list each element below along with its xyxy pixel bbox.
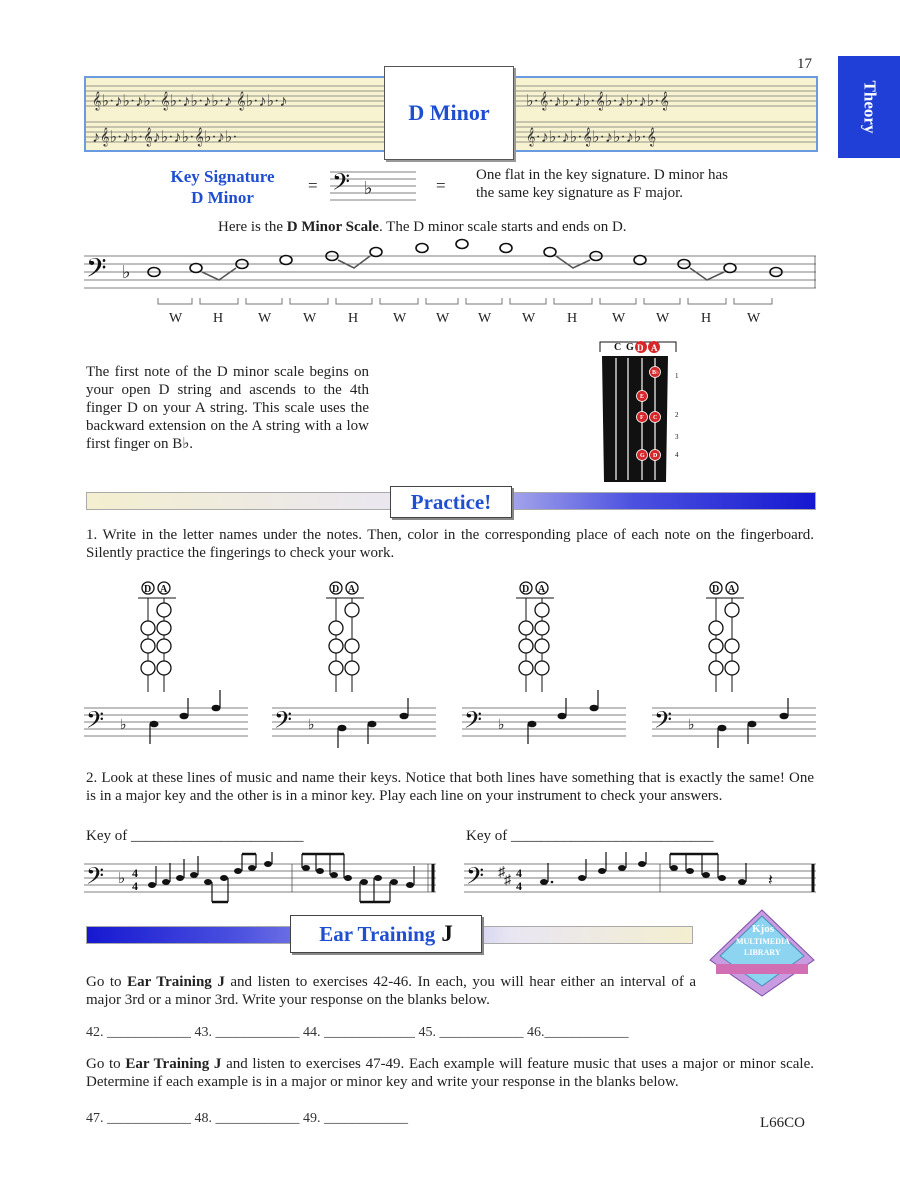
flat-icon: ♭ (688, 718, 695, 733)
fingerboard-position (535, 603, 549, 617)
step-bracket (554, 298, 592, 304)
exercise-1 (84, 570, 254, 748)
exercise-string-label: D (144, 584, 152, 595)
fingerboard-position (709, 639, 723, 653)
practice-title: Practice! (390, 486, 512, 518)
scale-note (190, 264, 202, 273)
scale-intro-bold: D Minor Scale (286, 219, 379, 235)
step-bracket (734, 298, 772, 304)
sharp-icon: ♯ (498, 865, 505, 880)
exercise-note (400, 713, 409, 720)
bass-clef-icon: 𝄢 (332, 170, 351, 201)
step-label: H (348, 311, 359, 326)
answer-blanks-47-49[interactable]: 47. ____________ 48. ____________ 49. ____________ (86, 1111, 408, 1126)
step-label: W (656, 311, 670, 326)
flat-icon: ♭ (498, 718, 505, 733)
scale-note (280, 256, 292, 265)
key-of-label-2: Key of (466, 828, 508, 844)
ear-p2-suffix: and listen to exercises 47-49. Each example will feature music that uses a major or minor scale. Determine if each example is in a major or minor key and write your response in the blanks below. (86, 1056, 814, 1090)
page-number: 17 (797, 56, 812, 72)
fingerboard-position (519, 639, 533, 653)
step-bracket (336, 298, 372, 304)
step-bracket (290, 298, 328, 304)
fingerboard-position (535, 621, 549, 635)
fingerboard-position (345, 603, 359, 617)
step-bracket (600, 298, 636, 304)
scale-intro-prefix: Here is the (218, 219, 287, 235)
fingering-paragraph: The first note of the D minor scale begins on your open D string and ascends to the 4th finger D on your A string. This scale uses the backward extension on the A string with a low first finger on B♭. (86, 364, 369, 452)
fingerboard-position (709, 661, 723, 675)
step-label: H (213, 311, 224, 326)
side-tab-label: Theory (859, 80, 879, 134)
step-bracket (688, 298, 726, 304)
flat-icon: ♭ (118, 871, 126, 887)
fingerboard-position (141, 639, 155, 653)
step-bracket (426, 298, 458, 304)
scale-notes (148, 240, 782, 281)
sharp-icon-2: ♯ (504, 873, 511, 888)
fingerboard-position (519, 661, 533, 675)
time-sig-top: 4 (132, 866, 138, 880)
fingerboard-position (141, 621, 155, 635)
fingerboard-position (141, 661, 155, 675)
step-bracket (644, 298, 680, 304)
key-of-blank-2[interactable]: Key of ___________________________ (466, 828, 714, 844)
key-of-label-1: Key of (86, 828, 128, 844)
fb-note-4: C (653, 415, 658, 421)
ear-training-letter: J (441, 921, 453, 946)
music-line-1 (84, 852, 438, 908)
step-bracket (158, 298, 192, 304)
practice-question-2: 2. Look at these lines of music and name their keys. Notice that both lines have something that is exactly the same! One is in a major key and the other is in a minor key. Play each line on your instrument to check your answers. (86, 770, 814, 804)
step-label: W (303, 311, 317, 326)
step-label: W (169, 311, 183, 326)
ear-p1-bold: Ear Training J (127, 974, 225, 990)
finger-number-3: 3 (675, 433, 679, 441)
key-signature-description: One flat in the key signature. D minor has the same key signature as F major. (476, 167, 729, 201)
exercise-2 (272, 570, 442, 748)
exercise-3 (462, 570, 632, 748)
scale-note (724, 264, 736, 273)
step-label: W (436, 311, 450, 326)
string-label-d: D (637, 343, 644, 353)
exercise-string-label: D (712, 584, 720, 595)
exercise-note (368, 721, 377, 728)
ear-training-title (290, 915, 482, 953)
exercise-string-label: A (160, 584, 168, 595)
answer-blanks-42-46[interactable]: 42. ____________ 43. ____________ 44. _____________ 45. ____________ 46.____________ (86, 1025, 629, 1040)
fb-note-3: F (640, 415, 644, 421)
string-label-a: A (651, 343, 658, 353)
key-of-blank-1[interactable]: Key of _______________________ (86, 828, 304, 844)
step-label: W (258, 311, 272, 326)
flat-icon: ♭ (120, 718, 127, 733)
svg-text:♪𝄞♭·♪♭·𝄞♪♭·♪♭·𝄞♭·♪♭·: ♪𝄞♭·♪♭·𝄞♪♭·♪♭·𝄞♭·♪♭· (92, 129, 238, 146)
logo-text-kjos: Kjos (752, 923, 774, 935)
exercise-note (180, 713, 189, 720)
fingerboard-position (535, 639, 549, 653)
equals-sign-2: = (436, 176, 446, 195)
finger-number-2: 2 (675, 411, 679, 419)
bass-clef-icon: 𝄢 (466, 864, 485, 895)
scale-note (456, 240, 468, 249)
fingerboard-position (329, 661, 343, 675)
exercise-note (590, 705, 599, 712)
fingerboard-position (725, 639, 739, 653)
exercise-note (718, 725, 727, 732)
line-2-notes (540, 861, 746, 885)
scale-note (634, 256, 646, 265)
scale-intro-suffix: . The D minor scale starts and ends on D. (378, 219, 627, 235)
svg-text:𝄞·♪♭·♪♭·𝄞♭·♪♭·♪♭·𝄞: 𝄞·♪♭·♪♭·𝄞♭·♪♭·♪♭·𝄞 (526, 129, 657, 146)
fingerboard-position (157, 639, 171, 653)
fingerboard-position (725, 661, 739, 675)
practice-question-1: 1. Write in the letter names under the notes. Then, color in the corresponding place of each note on the fingerboard. Silently practice the fingerings to check your work. (86, 527, 814, 561)
key-signature-label-line2: D Minor (191, 188, 254, 207)
exercise-4 (652, 570, 822, 748)
exercise-note (150, 721, 159, 728)
ear-training-paragraph-1 (86, 973, 696, 1009)
step-bracket (246, 298, 282, 304)
ear-training-label: Ear Training (319, 921, 436, 946)
d-minor-scale-staff (84, 236, 816, 328)
exercise-string-label: D (522, 584, 530, 595)
fingerboard-diagram (596, 334, 690, 484)
step-label: H (701, 311, 712, 326)
scale-note (500, 244, 512, 253)
exercise-note (558, 713, 567, 720)
side-tab-theory[interactable] (838, 56, 900, 158)
key-signature-label (150, 166, 295, 208)
fingerboard-position (329, 621, 343, 635)
exercise-note (212, 705, 221, 712)
flat-icon: ♭ (364, 178, 373, 198)
logo-text-multimedia: MULTIMEDIA (736, 937, 790, 946)
fingerboard-position (519, 621, 533, 635)
exercise-string-label: D (332, 584, 340, 595)
step-label: W (612, 311, 626, 326)
exercise-note (528, 721, 537, 728)
fb-note-6: D (653, 453, 658, 459)
fb-note-2: E (640, 394, 645, 400)
key-signature-staff (330, 164, 416, 204)
exercise-note (780, 713, 789, 720)
step-bracket (200, 298, 238, 304)
ear-p2-prefix: Go to (86, 1056, 126, 1072)
exercise-string-label: A (348, 584, 356, 595)
ear-p1-suffix: and listen to exercises 42-46. In each, you will hear either an interval of a major 3rd or a minor 3rd. Write your response on the blanks below. (86, 974, 697, 1008)
svg-text:♭·𝄞·♪♭·♪♭·𝄞♭·♪♭·♪♭·𝄞: ♭·𝄞·♪♭·♪♭·𝄞♭·♪♭·♪♭·𝄞 (526, 93, 669, 110)
book-code: L66CO (760, 1115, 805, 1131)
flat-icon: ♭ (122, 262, 131, 282)
time-sig-bottom: 4 (132, 879, 138, 893)
svg-text:𝄞♭·♪♭·♪♭· 𝄞♭·♪♭·♪♭·♪ 𝄞♭·♪♭·: 𝄞♭·♪♭·♪♭· 𝄞♭·♪♭·♪♭·♪ 𝄞♭·♪♭·♪ (92, 93, 288, 110)
fingerboard-position (535, 661, 549, 675)
finger-number-1: 1 (675, 372, 679, 380)
kjos-multimedia-library-logo (706, 908, 818, 1000)
step-bracket (510, 298, 546, 304)
fingerboard-position (709, 621, 723, 635)
exercise-note (748, 721, 757, 728)
step-label: W (393, 311, 407, 326)
fingerboard-position (329, 639, 343, 653)
exercise-string-label: A (538, 584, 546, 595)
step-label: H (567, 311, 578, 326)
time-sig-bottom: 4 (516, 879, 522, 893)
fingerboard-position (345, 661, 359, 675)
fingerboard-position (345, 639, 359, 653)
page-title: D Minor (384, 66, 514, 160)
bass-clef-icon: 𝄢 (86, 253, 107, 289)
equals-sign-1: = (308, 176, 318, 195)
fingerboard-position (725, 603, 739, 617)
quarter-rest-icon: 𝄽 (768, 872, 773, 889)
ear-p1-prefix: Go to (86, 974, 128, 990)
scale-note (370, 248, 382, 257)
flat-icon: ♭ (308, 718, 315, 733)
fb-note-5: G (640, 453, 645, 459)
scale-note (544, 248, 556, 257)
bass-clef-icon: 𝄢 (274, 708, 293, 739)
fingerboard-position (157, 621, 171, 635)
music-line-2 (464, 852, 818, 908)
step-label: W (747, 311, 761, 326)
scale-intro (218, 219, 627, 236)
bass-clef-icon: 𝄢 (654, 708, 673, 739)
string-label-g: G (626, 342, 634, 353)
bass-clef-icon: 𝄢 (86, 708, 105, 739)
logo-text-library: LIBRARY (744, 948, 781, 957)
key-signature-label-line1: Key Signature (170, 167, 275, 186)
fingerboard-position (157, 603, 171, 617)
ear-p2-bold: Ear Training J (125, 1056, 222, 1072)
step-bracket (380, 298, 418, 304)
finger-number-4: 4 (675, 451, 679, 459)
bass-clef-icon: 𝄢 (464, 708, 483, 739)
exercise-note (338, 725, 347, 732)
ear-training-paragraph-2 (86, 1055, 814, 1091)
step-label: W (522, 311, 536, 326)
fb-note-1: B♭ (652, 370, 659, 376)
string-label-c: C (614, 342, 622, 353)
fingerboard-position (157, 661, 171, 675)
scale-note (416, 244, 428, 253)
bass-clef-icon: 𝄢 (86, 864, 105, 895)
time-sig-top: 4 (516, 866, 522, 880)
step-bracket (466, 298, 502, 304)
exercise-string-label: A (728, 584, 736, 595)
step-label: W (478, 311, 492, 326)
